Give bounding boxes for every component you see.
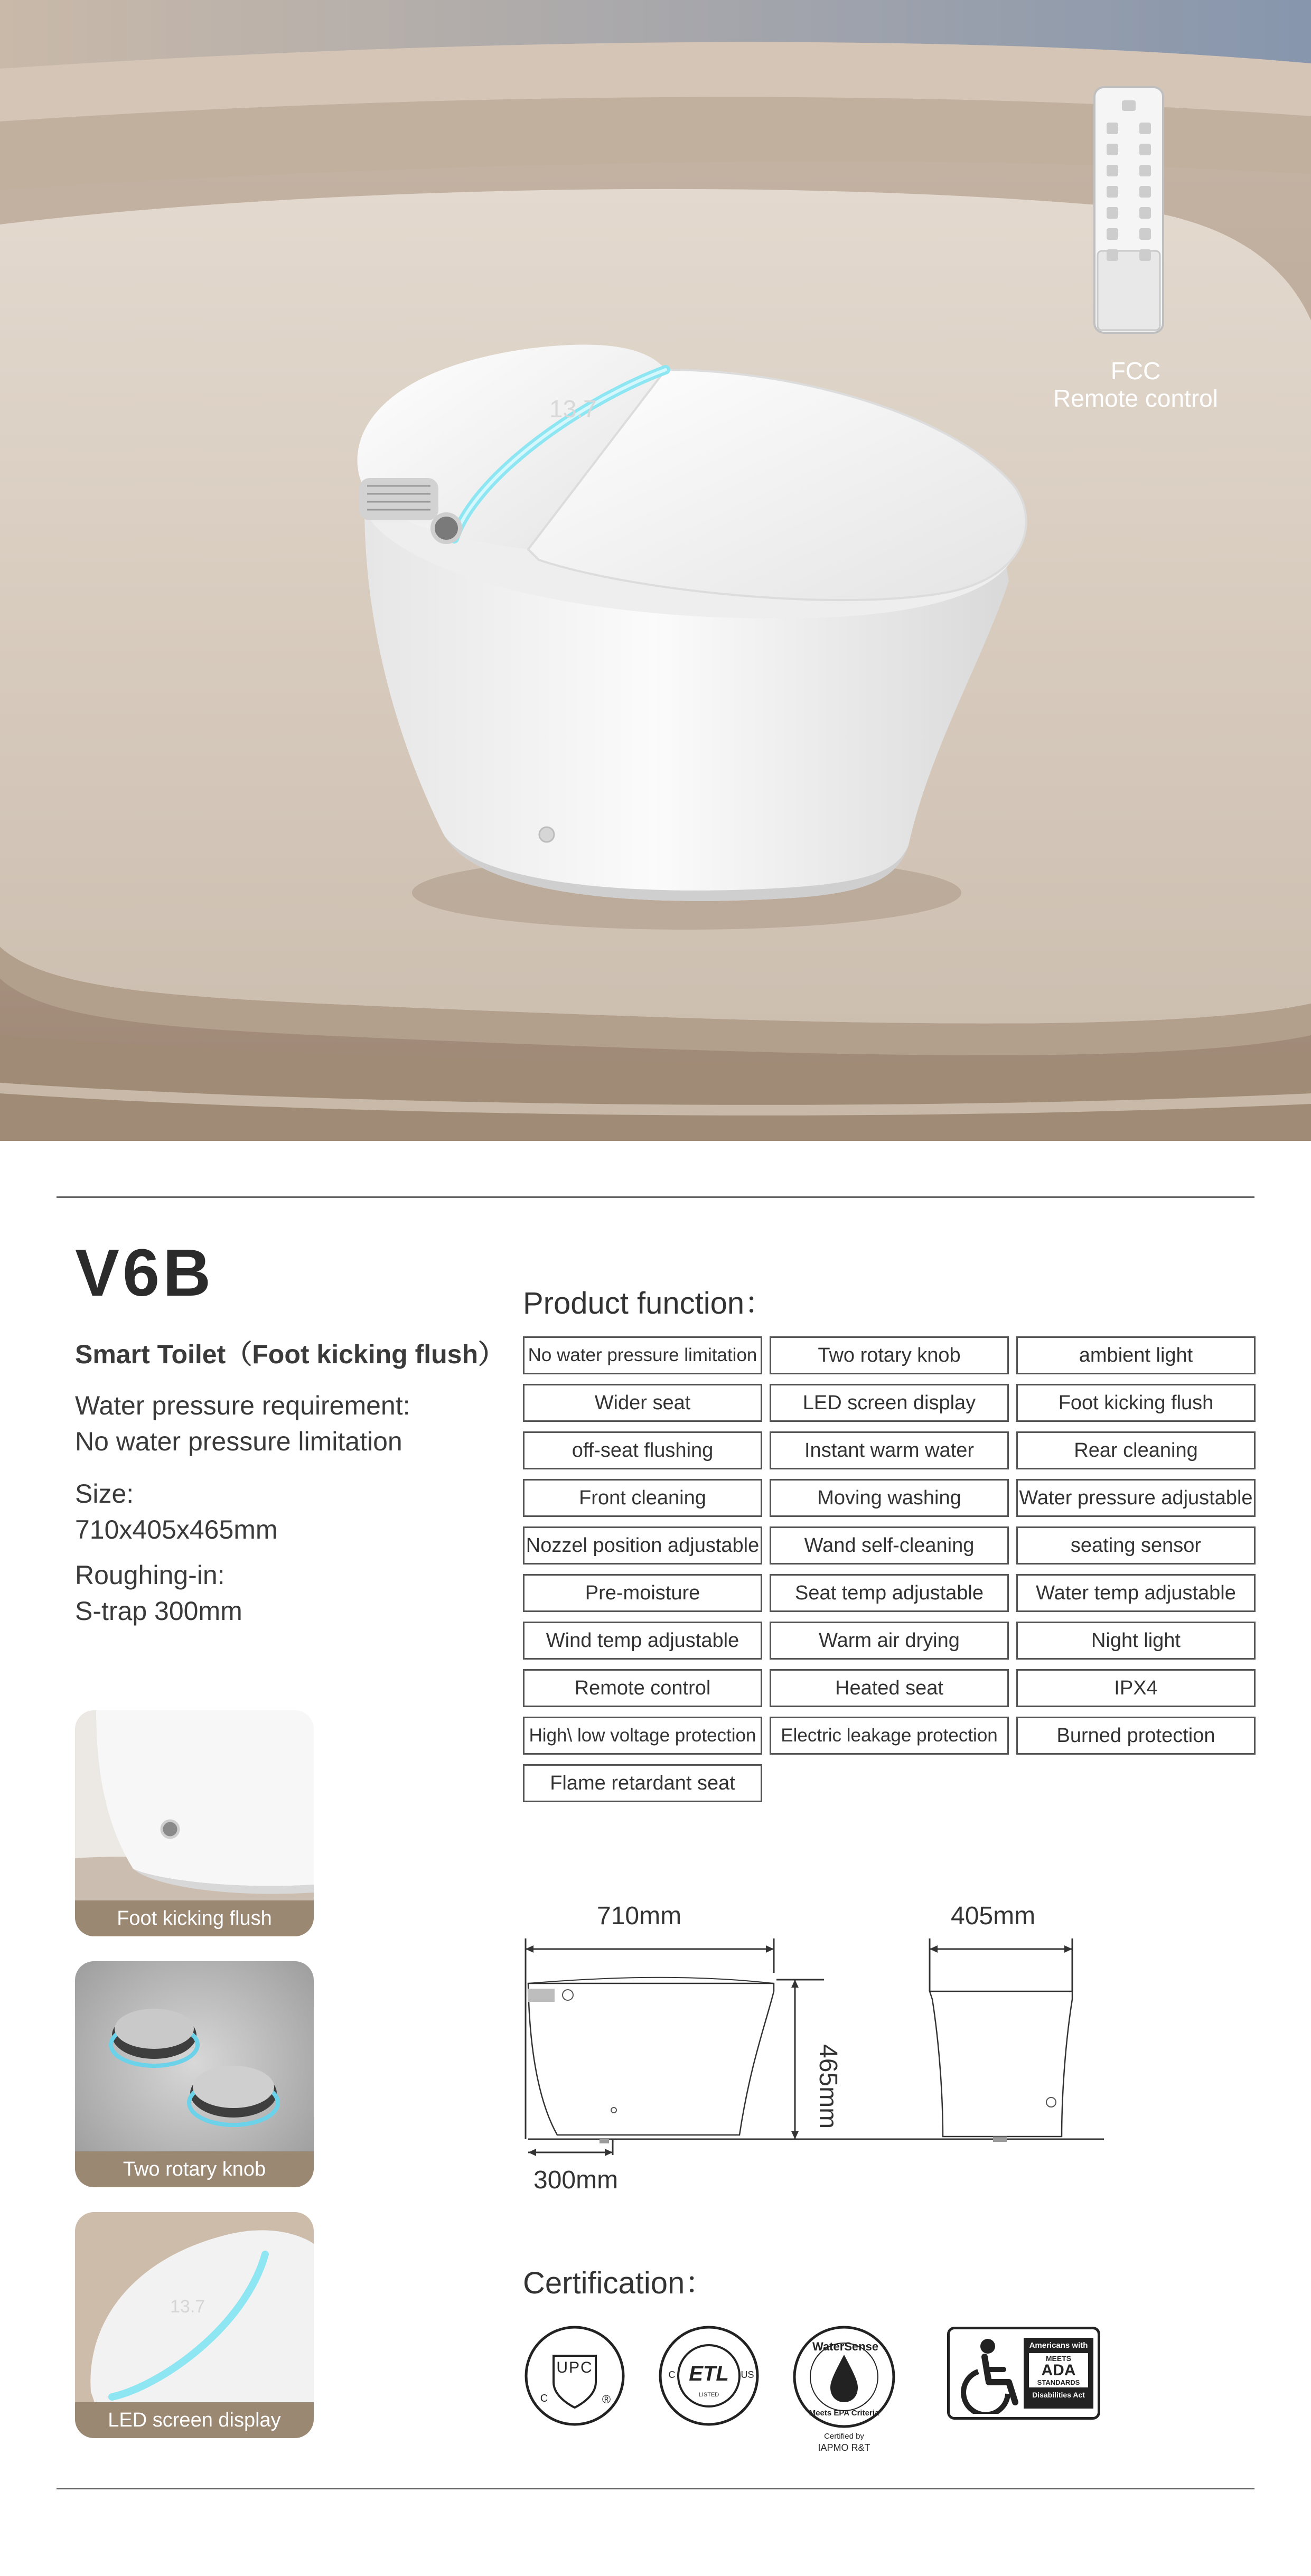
product-subtitle: Smart Toilet（Foot kicking flush） bbox=[75, 1339, 505, 1369]
dimension-width: 405mm bbox=[951, 1902, 1036, 1930]
function-item: Pre-moisture bbox=[523, 1574, 762, 1612]
thumbnail-led-screen-display bbox=[75, 2212, 314, 2438]
upc-c: C bbox=[540, 2393, 548, 2404]
function-item: seating sensor bbox=[1016, 1526, 1256, 1565]
etl-text: ETL bbox=[689, 2362, 729, 2385]
dimension-height: 465mm bbox=[814, 2044, 842, 2129]
etl-listed: LISTED bbox=[698, 2392, 719, 2398]
product-function-heading: Product function： bbox=[523, 1286, 775, 1320]
thumbnail-label: Foot kicking flush bbox=[75, 1900, 314, 1936]
function-item: Wand self-cleaning bbox=[770, 1526, 1009, 1565]
function-item: Wider seat bbox=[523, 1384, 762, 1422]
top-divider bbox=[57, 1196, 1254, 1198]
function-item: off-seat flushing bbox=[523, 1431, 762, 1469]
thumbnail-foot-kicking-flush bbox=[75, 1710, 314, 1936]
etl-logo bbox=[657, 2324, 761, 2428]
function-item: Water pressure adjustable bbox=[1016, 1479, 1256, 1517]
function-item: High\ low voltage protection bbox=[523, 1717, 762, 1755]
ada-line2: MEETS bbox=[1045, 2354, 1072, 2363]
dimension-length: 710mm bbox=[597, 1902, 682, 1930]
function-item: Water temp adjustable bbox=[1016, 1574, 1256, 1612]
function-item: Remote control bbox=[523, 1669, 762, 1707]
remote-control-caption bbox=[993, 357, 1278, 412]
ada-line1: Americans with bbox=[1029, 2341, 1088, 2350]
wheelchair-icon bbox=[957, 2335, 1026, 2414]
function-item: Electric leakage protection bbox=[770, 1717, 1009, 1755]
etl-c: C bbox=[668, 2369, 676, 2380]
spec-size bbox=[75, 1476, 278, 1548]
remote-caption-line2: Remote control bbox=[1053, 385, 1218, 412]
watersense-bottom: Meets EPA Criteria bbox=[809, 2409, 879, 2418]
ada-badge bbox=[1024, 2338, 1093, 2409]
function-item: Heated seat bbox=[770, 1669, 1009, 1707]
function-item: Night light bbox=[1016, 1622, 1256, 1660]
spec-roughing-in bbox=[75, 1557, 242, 1629]
function-item: Front cleaning bbox=[523, 1479, 762, 1517]
function-item: Nozzel position adjustable bbox=[523, 1526, 762, 1565]
function-item: IPX4 bbox=[1016, 1669, 1256, 1707]
function-item: Burned protection bbox=[1016, 1717, 1256, 1755]
function-item: Seat temp adjustable bbox=[770, 1574, 1009, 1612]
thumbnail-two-rotary-knob bbox=[75, 1961, 314, 2187]
ada-line4: STANDARDS bbox=[1037, 2378, 1080, 2386]
etl-us: US bbox=[741, 2369, 754, 2380]
upc-text: UPC bbox=[556, 2359, 593, 2376]
function-item: Warm air drying bbox=[770, 1622, 1009, 1660]
spec-value: S-trap 300mm bbox=[75, 1596, 242, 1626]
function-item: Instant warm water bbox=[770, 1431, 1009, 1469]
thumbnail-label: Two rotary knob bbox=[75, 2151, 314, 2187]
thumbnail-label: LED screen display bbox=[75, 2402, 314, 2438]
upc-r: ® bbox=[602, 2393, 611, 2406]
function-item: Foot kicking flush bbox=[1016, 1384, 1256, 1422]
ada-line5: Disabilities Act bbox=[1032, 2391, 1085, 2399]
function-item: Two rotary knob bbox=[770, 1336, 1009, 1374]
display-readout: 13.7 bbox=[549, 395, 597, 423]
spec-label: Size: bbox=[75, 1479, 134, 1509]
bottom-divider bbox=[57, 2488, 1254, 2489]
spec-value: No water pressure limitation bbox=[75, 1427, 402, 1456]
spec-value: 710x405x465mm bbox=[75, 1515, 278, 1544]
dimension-rough-in: 300mm bbox=[533, 2166, 619, 2194]
function-item: No water pressure limitation bbox=[523, 1336, 762, 1374]
function-item: Moving washing bbox=[770, 1479, 1009, 1517]
watersense-certifier: IAPMO R&T bbox=[818, 2442, 870, 2453]
function-item: Wind temp adjustable bbox=[523, 1622, 762, 1660]
model-title: V6B bbox=[75, 1235, 214, 1310]
ada-line3: ADA bbox=[1041, 2362, 1076, 2379]
watersense-top: WaterSense bbox=[812, 2340, 879, 2353]
hero-illustration bbox=[0, 0, 1311, 1141]
watersense-logo bbox=[791, 2324, 897, 2456]
upc-logo bbox=[523, 2324, 626, 2428]
certification-heading: Certification： bbox=[523, 2266, 716, 2300]
spec-label: Roughing-in: bbox=[75, 1560, 225, 1590]
function-item: Flame retardant seat bbox=[523, 1764, 762, 1802]
function-item: LED screen display bbox=[770, 1384, 1009, 1422]
spec-water-pressure bbox=[75, 1388, 410, 1459]
spec-label: Water pressure requirement: bbox=[75, 1391, 410, 1420]
function-item: ambient light bbox=[1016, 1336, 1256, 1374]
dimension-drawing bbox=[518, 1891, 1120, 2218]
hero-image bbox=[0, 0, 1311, 1141]
function-item: Rear cleaning bbox=[1016, 1431, 1256, 1469]
watersense-certified-by: Certified by bbox=[824, 2432, 864, 2441]
remote-caption-line1: FCC bbox=[1110, 357, 1161, 385]
ada-logo bbox=[947, 2327, 1100, 2420]
svg-text:13.7: 13.7 bbox=[170, 2297, 205, 2317]
